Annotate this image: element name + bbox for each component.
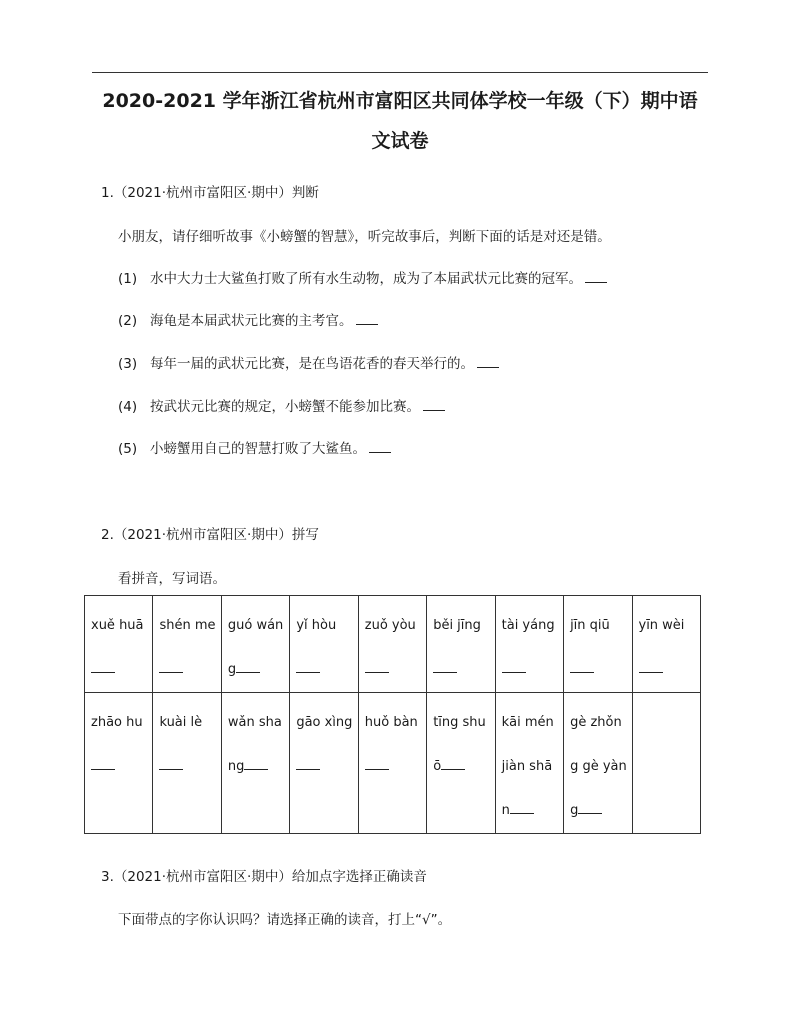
answer-blank[interactable] bbox=[578, 801, 602, 814]
pinyin-cell bbox=[153, 693, 221, 834]
answer-blank[interactable] bbox=[365, 757, 389, 770]
page-title-line1: 2020-2021 学年浙江省杭州市富阳区共同体学校一年级（下）期中语 bbox=[102, 90, 698, 112]
pinyin-cell bbox=[358, 596, 426, 693]
pinyin-cell bbox=[85, 596, 153, 693]
answer-blank[interactable] bbox=[639, 660, 663, 673]
answer-blank[interactable] bbox=[502, 660, 526, 673]
question-2-heading: 2.（2021·杭州市富阳区·期中）拼写 bbox=[101, 527, 319, 543]
answer-blank[interactable] bbox=[159, 757, 183, 770]
answer-blank[interactable] bbox=[369, 440, 391, 453]
pinyin-cell bbox=[85, 693, 153, 834]
pinyin-text: zhāo hu bbox=[91, 715, 143, 730]
pinyin-cell bbox=[632, 596, 701, 693]
pinyin-cell bbox=[427, 693, 495, 834]
pinyin-text: běi jīng bbox=[433, 618, 481, 633]
q1-item-1-number: (1) bbox=[118, 271, 138, 287]
pinyin-cell bbox=[358, 693, 426, 834]
table-row bbox=[85, 596, 701, 693]
pinyin-text: huǒ bàn bbox=[364, 715, 418, 730]
pinyin-text: tīng shuō bbox=[433, 715, 486, 774]
pinyin-cell bbox=[495, 693, 563, 834]
page-title-line2: 文试卷 bbox=[371, 130, 429, 152]
q1-item-2-text: 海龟是本届武状元比赛的主考官。 bbox=[150, 313, 353, 329]
pinyin-text: kāi mén jiàn shān bbox=[501, 715, 554, 818]
top-rule bbox=[92, 72, 708, 73]
question-3-heading: 3.（2021·杭州市富阳区·期中）给加点字选择正确读音 bbox=[101, 869, 427, 885]
pinyin-text: gāo xìng bbox=[296, 715, 353, 730]
q1-item-4-number: (4) bbox=[118, 399, 138, 415]
pinyin-cell bbox=[153, 596, 221, 693]
pinyin-text: yīn wèi bbox=[638, 618, 685, 633]
answer-blank[interactable] bbox=[365, 660, 389, 673]
pinyin-text: wǎn shang bbox=[227, 715, 282, 774]
pinyin-text: shén me bbox=[159, 618, 216, 633]
q1-item-3-number: (3) bbox=[118, 356, 138, 372]
answer-blank[interactable] bbox=[477, 355, 499, 368]
question-2-instruction: 看拼音，写词语。 bbox=[118, 571, 226, 587]
answer-blank[interactable] bbox=[244, 757, 268, 770]
answer-blank[interactable] bbox=[236, 660, 260, 673]
answer-blank[interactable] bbox=[296, 757, 320, 770]
pinyin-table bbox=[84, 595, 701, 834]
answer-blank[interactable] bbox=[585, 270, 607, 283]
table-row bbox=[85, 693, 701, 834]
pinyin-cell bbox=[564, 693, 632, 834]
pinyin-text: tài yáng bbox=[501, 618, 555, 633]
pinyin-text: gè zhǒng gè yàng bbox=[570, 715, 627, 818]
answer-blank[interactable] bbox=[433, 660, 457, 673]
pinyin-cell-empty bbox=[632, 693, 701, 834]
q1-item-5-text: 小螃蟹用自己的智慧打败了大鲨鱼。 bbox=[150, 441, 366, 457]
question-1-instruction: 小朋友，请仔细听故事《小螃蟹的智慧》，听完故事后，判断下面的话是对还是错。 bbox=[118, 229, 611, 245]
answer-blank[interactable] bbox=[296, 660, 320, 673]
pinyin-cell bbox=[564, 596, 632, 693]
q1-item-5-number: (5) bbox=[118, 441, 138, 457]
pinyin-cell bbox=[495, 596, 563, 693]
answer-blank[interactable] bbox=[91, 757, 115, 770]
q1-item-2-number: (2) bbox=[118, 313, 138, 329]
q1-item-5 bbox=[150, 440, 391, 458]
q1-item-2 bbox=[150, 312, 378, 330]
pinyin-cell bbox=[221, 596, 289, 693]
q1-item-3 bbox=[150, 355, 499, 373]
pinyin-cell bbox=[290, 693, 358, 834]
pinyin-text: yǐ hòu bbox=[296, 618, 337, 633]
answer-blank[interactable] bbox=[159, 660, 183, 673]
pinyin-text: jīn qiū bbox=[570, 618, 610, 633]
answer-blank[interactable] bbox=[423, 398, 445, 411]
question-3-instruction: 下面带点的字你认识吗？请选择正确的读音，打上“√”。 bbox=[118, 912, 452, 928]
pinyin-cell bbox=[290, 596, 358, 693]
pinyin-cell bbox=[221, 693, 289, 834]
pinyin-cell bbox=[427, 596, 495, 693]
pinyin-text: kuài lè bbox=[159, 715, 203, 730]
q1-item-1 bbox=[150, 270, 607, 288]
answer-blank[interactable] bbox=[441, 757, 465, 770]
pinyin-text: zuǒ yòu bbox=[364, 618, 416, 633]
answer-blank[interactable] bbox=[91, 660, 115, 673]
q1-item-4-text: 按武状元比赛的规定，小螃蟹不能参加比赛。 bbox=[150, 399, 420, 415]
answer-blank[interactable] bbox=[510, 801, 534, 814]
q1-item-3-text: 每年一届的武状元比赛，是在鸟语花香的春天举行的。 bbox=[150, 356, 474, 372]
answer-blank[interactable] bbox=[356, 312, 378, 325]
pinyin-text: xuě huā bbox=[91, 618, 144, 633]
question-1-heading: 1.（2021·杭州市富阳区·期中）判断 bbox=[101, 185, 319, 201]
pinyin-text: guó wáng bbox=[227, 618, 284, 677]
answer-blank[interactable] bbox=[570, 660, 594, 673]
q1-item-1-text: 水中大力士大鲨鱼打败了所有水生动物，成为了本届武状元比赛的冠军。 bbox=[150, 271, 582, 287]
q1-item-4 bbox=[150, 398, 445, 416]
